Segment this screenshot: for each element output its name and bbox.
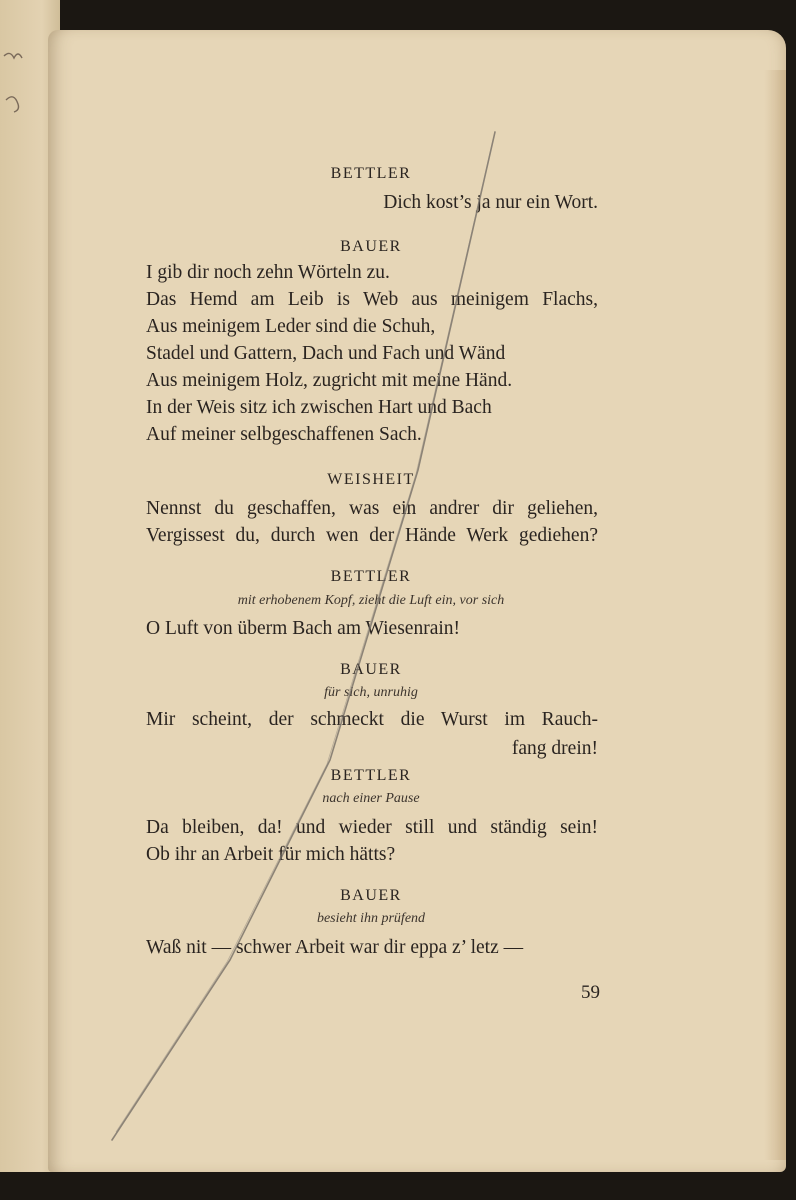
verse-line: I gib dir noch zehn Wörteln zu. xyxy=(146,262,390,283)
stage-direction: besieht ihn prüfend xyxy=(316,911,426,926)
verse-line: Stadel und Gattern, Dach und Fach und Wänd xyxy=(146,343,506,364)
verse-line: Aus meinigem Holz, zugricht mit meine Händ. xyxy=(146,370,513,391)
verse-line: In der Weis sitz ich zwischen Hart und Bach xyxy=(146,397,492,418)
verse-line: O Luft von überm Bach am Wiesenrain! xyxy=(146,618,461,639)
verse-line: Auf meiner selbgeschaffenen Sach. xyxy=(146,424,422,445)
verse-line: fang drein! xyxy=(511,738,598,759)
verse-line: Dich kost’s ja nur ein Wort. xyxy=(383,192,598,213)
page-edge-shadow xyxy=(764,70,786,1160)
speaker-name: BAUER xyxy=(340,238,402,255)
speaker-name: BETTLER xyxy=(330,165,412,182)
stage-direction: mit erhobenem Kopf, zieht die Luft ein, vor sich xyxy=(237,593,505,608)
stage-direction: nach einer Pause xyxy=(322,791,420,806)
speaker-name: WEISHEIT xyxy=(327,471,415,488)
verse-line: Aus meinigem Leder sind die Schuh, xyxy=(146,316,436,337)
page-number: 59 xyxy=(581,982,600,1003)
stage-direction: für sich, unruhig xyxy=(324,685,418,700)
verse-line: Nennst du geschaffen, was ein andrer dir geliehen, xyxy=(146,498,598,519)
verse-line: Waß nit — schwer Arbeit war dir eppa z’ letz — xyxy=(146,937,524,958)
speaker-name: BETTLER xyxy=(330,568,412,585)
verse-line: Ob ihr an Arbeit für mich hätts? xyxy=(146,844,396,865)
verse-line: Mir scheint, der schmeckt die Wurst im Rauch- xyxy=(146,709,598,730)
speaker-name: BAUER xyxy=(340,661,402,678)
speaker-name: BETTLER xyxy=(330,767,412,784)
verse-line: Da bleiben, da! und wieder still und ständig sein! xyxy=(146,817,598,838)
verse-line: Vergissest du, durch wen der Hände Werk gediehen? xyxy=(146,525,598,546)
verse-line: Das Hemd am Leib is Web aus meinigem Flachs, xyxy=(146,289,598,310)
speaker-name: BAUER xyxy=(340,887,402,904)
